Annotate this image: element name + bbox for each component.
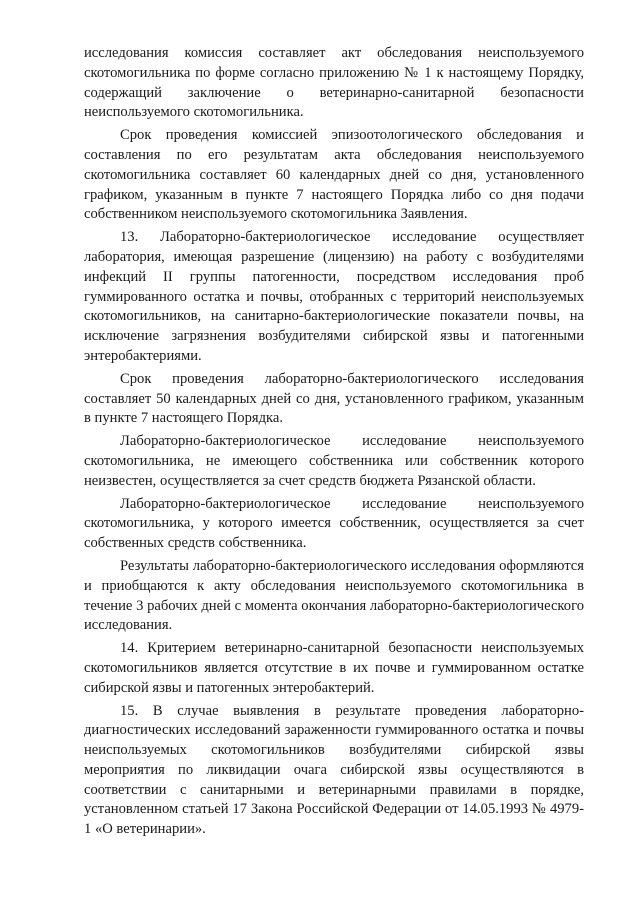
paragraph-13-lab-research: 13. Лабораторно-бактериологическое исследование осуществляет лаборатория, имеющая разрешение (лицензию) на работу с возбудителями инфекций II группы патогенности, посредством исследования проб гуммированного остатка и почвы, отобранных с территорий неиспользуемых скотомогильников, на санитарно-бактериологические показатели почвы, на исключение загрязнения возбудителями сибирской язвы и патогенными энтеробактериями. xyxy=(84,229,584,364)
paragraph-lab-deadline: Срок проведения лабораторно-бактериологического исследования составляет 50 календарных дней со дня, установленного графиком, указанным в пункте 7 настоящего Порядка. xyxy=(84,370,584,427)
paragraph-commission-act: исследования комиссия составляет акт обследования неиспользуемого скотомогильника по форме согласно приложению № 1 к настоящему Порядку, содержащий заключение о ветеринарно-санитарной безопасности неиспользуемого скотомогильника. xyxy=(84,45,584,121)
paragraph-inspection-deadline: Срок проведения комиссией эпизоотологического обследования и составления по его результатам акта обследования неиспользуемого скотомогильника составляет 60 календарных дней со дня, установленного графиком, указанным в пункте 7 настоящего Порядка либо со дня подачи собственником неиспользуемого скотомогильника Заявления. xyxy=(84,127,584,223)
document-body xyxy=(84,44,584,840)
paragraph-results-attachment: Результаты лабораторно-бактериологического исследования оформляются и приобщаются к акту обследования неиспользуемого скотомогильника в течение 3 рабочих дней с момента окончания лабораторно-бактериологического исследования. xyxy=(84,557,584,634)
paragraph-15-anthrax-measures: 15. В случае выявления в результате проведения лабораторно-диагностических исследований зараженности гуммированного остатка и почвы неиспользуемых скотомогильников возбудителями сибирской язвы мероприятия по ликвидации очага сибирской язвы осуществляются в соответствии с санитарными и ветеринарными правилами в порядке, установленном статьей 17 Закона Российской Федерации от 14.05.1993 № 4979-1 «О ветеринарии». xyxy=(84,702,584,838)
paragraph-budget-funding: Лабораторно-бактериологическое исследование неиспользуемого скотомогильника, не имеющего собственника или собственник которого неизвестен, осуществляется за счет средств бюджета Рязанской области. xyxy=(84,433,584,489)
paragraph-14-safety-criterion: 14. Критерием ветеринарно-санитарной безопасности неиспользуемых скотомогильников является отсутствие в их почве и гуммированном остатке сибирской язвы и патогенных энтеробактерий. xyxy=(84,640,584,696)
paragraph-owner-funding: Лабораторно-бактериологическое исследование неиспользуемого скотомогильника, у которого имеется собственник, осуществляется за счет собственных средств собственника. xyxy=(84,495,584,552)
